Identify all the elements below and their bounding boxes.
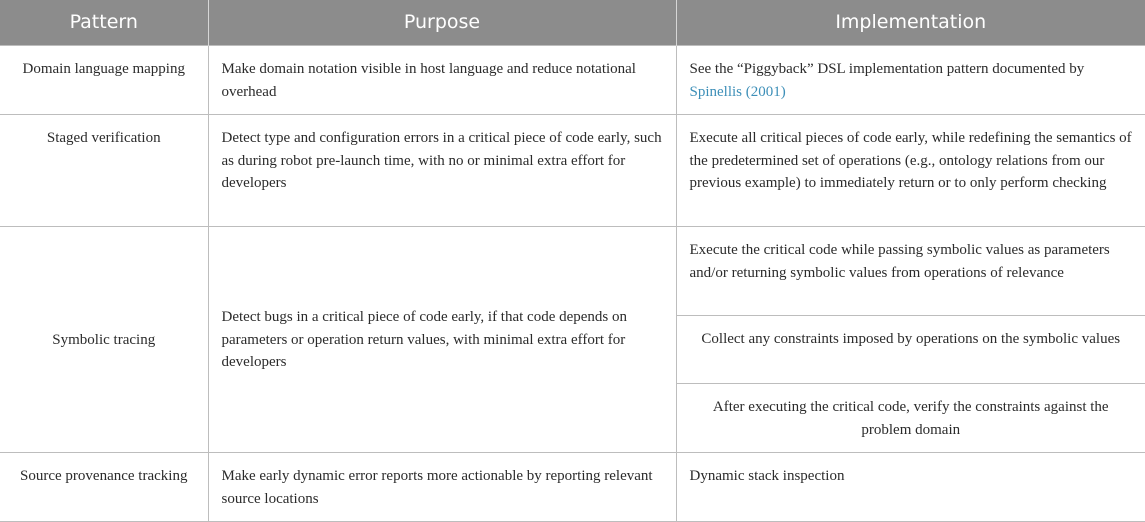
pattern-cell: Domain language mapping <box>0 46 208 115</box>
purpose-cell: Detect bugs in a critical piece of code early, if that code depends on parameters or operation return values, with minimal extra effort for developers <box>208 227 676 453</box>
table-row <box>0 453 1145 522</box>
implementation-cell: Execute the critical code while passing symbolic values as parameters and/or returning symbolic values from operations of relevance <box>676 227 1145 316</box>
pattern-cell: Source provenance tracking <box>0 453 208 522</box>
header-pattern: Pattern <box>0 0 208 46</box>
table-row <box>0 227 1145 316</box>
pattern-cell: Staged verification <box>0 115 208 227</box>
implementation-cell: Execute all critical pieces of code early, while redefining the semantics of the predetermined set of operations (e.g., ontology relations from our previous example) to immediately return or to only perform checking <box>676 115 1145 227</box>
implementation-cell <box>676 46 1145 115</box>
implementation-cell: After executing the critical code, verify the constraints against the problem domain <box>676 384 1145 453</box>
implementation-cell: Collect any constraints imposed by operations on the symbolic values <box>676 316 1145 384</box>
purpose-cell: Make early dynamic error reports more actionable by reporting relevant source locations <box>208 453 676 522</box>
implementation-cell: Dynamic stack inspection <box>676 453 1145 522</box>
header-implementation: Implementation <box>676 0 1145 46</box>
purpose-cell: Make domain notation visible in host language and reduce notational overhead <box>208 46 676 115</box>
table-row <box>0 115 1145 227</box>
header-row <box>0 0 1145 46</box>
table-row <box>0 46 1145 115</box>
purpose-cell: Detect type and configuration errors in a critical piece of code early, such as during robot pre-launch time, with no or minimal extra effort for developers <box>208 115 676 227</box>
implementation-text: See the “Piggyback” DSL implementation pattern documented by <box>689 61 1085 77</box>
pattern-cell: Symbolic tracing <box>0 227 208 453</box>
citation-link[interactable]: Spinellis (2001) <box>689 83 786 100</box>
header-purpose: Purpose <box>208 0 676 46</box>
